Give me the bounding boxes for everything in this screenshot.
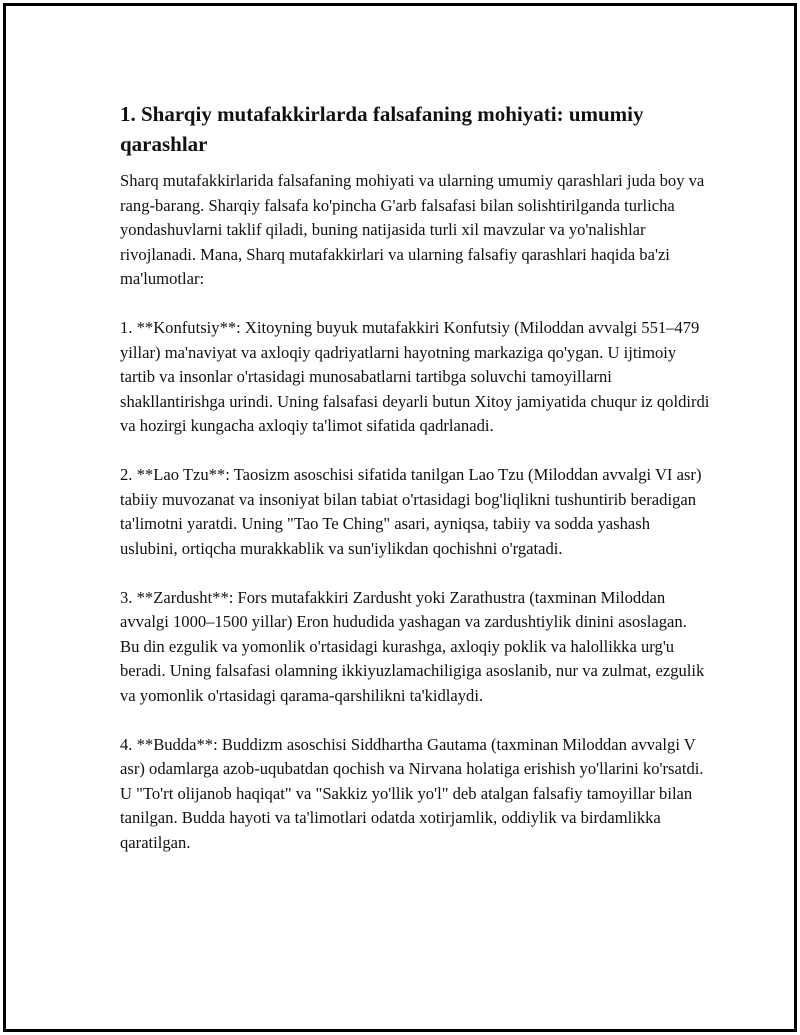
page-frame	[3, 3, 797, 1032]
paragraph-konfutsiy: 1. **Konfutsiy**: Xitoyning buyuk mutafakkiri Konfutsiy (Miloddan avvalgi 551–479 yillar) ma'naviyat va axloqiy qadriyatlarni hayotning markaziga qo'ygan. U ijtimoiy tartib va insonlar o'rtasidagi munosabatlarni tartibga soluvchi tamoyillarni shakllantirishga urindi. Uning falsafasi deyarli butun Xitoy jamiyatida chuqur iz qoldirdi va hozirgi kungacha axloqiy ta'limot sifatida qadrlanadi.	[120, 318, 710, 435]
document-title: 1. Sharqiy mutafakkirlarda falsafaning mohiyati: umumiy qarashlar	[120, 102, 644, 156]
paragraph-lao-tzu: 2. **Lao Tzu**: Taosizm asoschisi sifatida tanilgan Lao Tzu (Miloddan avvalgi VI asr) tabiiy muvozanat va insoniyat bilan tabiat o'rtasidagi bog'liqlikni tushuntirib beradigan ta'limotni yaratdi. Uning "Tao Te Ching" asari, ayniqsa, tabiiy va sodda yashash uslubini, ortiqcha murakkablik va sun'iylikdan qochishni o'rgatadi.	[120, 465, 702, 558]
intro-paragraph: Sharq mutafakkirlarida falsafaning mohiyati va ularning umumiy qarashlari juda boy va rang-barang. Sharqiy falsafa ko'pincha G'arb falsafasi bilan solishtirilganda turlicha yondashuvlarni taklif qiladi, buning natijasida turli xil mavzular va yo'nalishlar rivojlanadi. Mana, Sharq mutafakkirlari va ularning falsafiy qarashlari haqida ba'zi ma'lumotlar:	[120, 171, 705, 288]
paragraph-zardusht: 3. **Zardusht**: Fors mutafakkiri Zardusht yoki Zarathustra (taxminan Miloddan avvalgi 1000–1500 yillar) Eron hududida yashagan va zardushtiylik dinini asoslagan. Bu din ezgulik va yomonlik o'rtasidagi kurashga, axloqiy poklik va halollikka urg'u beradi. Uning falsafasi olamning ikkiyuzlamachiligiga asoslanib, nur va zulmat, ezgulik va yomonlik o'rtasidagi qarama-qarshilikni ta'kidlaydi.	[120, 587, 705, 705]
document-body	[120, 99, 710, 880]
paragraph-budda: 4. **Budda**: Buddizm asoschisi Siddhartha Gautama (taxminan Miloddan avvalgi V asr) odamlarga azob-uqubatdan qochish va Nirvana holatiga erishish yo'llarini ko'rsatdi. U "To'rt olijanob haqiqat" va "Sakkiz yo'llik yo'l" deb atalgan falsafiy tamoyillar bilan tanilgan. Budda hayoti va ta'limotlari odatda xotirjamlik, oddiylik va birdamlikka qaratilgan.	[120, 734, 704, 852]
